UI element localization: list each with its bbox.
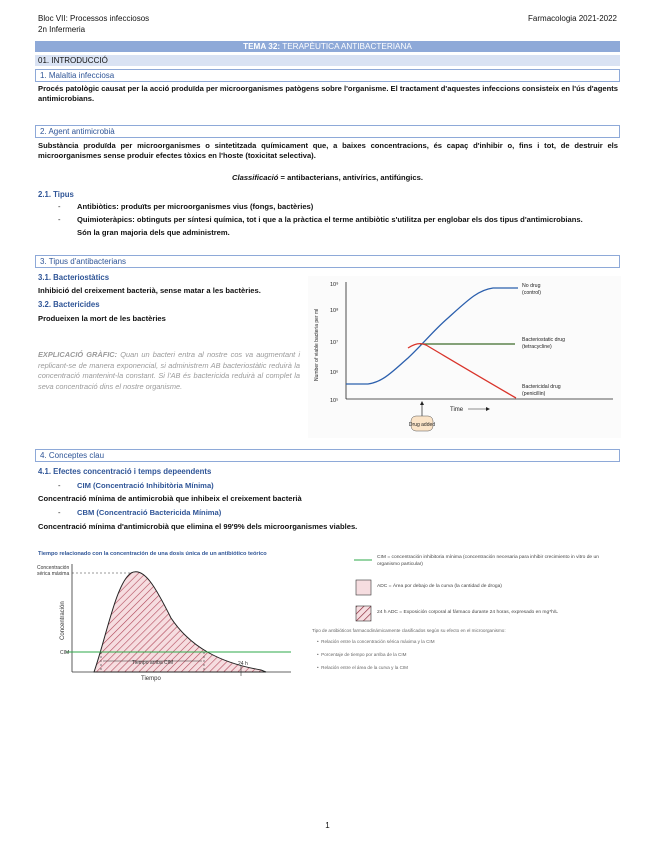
control-curve bbox=[346, 288, 518, 384]
page-number: 1 bbox=[325, 821, 330, 830]
note-2-text: Porcentaje de tiempo por arriba de la CIM bbox=[321, 652, 407, 657]
y-tick-5: 10⁵ bbox=[330, 398, 339, 404]
concentration-time-figure bbox=[36, 548, 320, 682]
peak-label-2: sérica máxima bbox=[37, 571, 70, 577]
classification-text: = antibacterians, antivírics, antifúngics. bbox=[278, 173, 423, 182]
subsection-3-2-heading: 3.2. Bactericides bbox=[38, 300, 100, 309]
header-course: 2n Infermeria bbox=[38, 25, 86, 34]
series-labels bbox=[522, 283, 565, 397]
cbm-dash: - bbox=[58, 508, 61, 517]
auc-x-label: Tiempo bbox=[141, 676, 161, 682]
y-ticks bbox=[330, 281, 338, 404]
note-1-text: Relación entre la concentración sérica máxima y la CIM bbox=[321, 639, 435, 644]
graph-explanation bbox=[38, 350, 300, 393]
cbm-definition: Concentració mínima d'antimicrobià que elimina el 99'9% dels microorganismes viables. bbox=[38, 522, 358, 531]
note-1: • Relación entre la concentración sérica máxima y la CIM bbox=[317, 639, 435, 644]
time-above-label: Tiempo arriba CIM bbox=[132, 660, 174, 666]
topic-title-bar bbox=[35, 41, 620, 52]
bullet-chemotherapeutics-note: Són la gran majoria dels que administrem. bbox=[77, 228, 230, 237]
graph-explanation-text: Quan un bacteri entra al nostre cos va augmentant i replicant-se de manera exponencial, si administrem AB bacteriostàtic reduirà la concentració mantenint-la constant. Si l'AB és bactericida reduirà al complet la seva concentració dins el nostre organisme. bbox=[38, 350, 300, 392]
section-1-heading: 1. Malaltia infecciosa bbox=[35, 69, 620, 82]
header-subject: Bloc VII: Processos infecciosos bbox=[38, 14, 150, 23]
bullet-antibiotics: Antibiòtics: produïts per microorganismes vius (fongs, bactèries) bbox=[77, 202, 314, 211]
y-tick-4: 10⁶ bbox=[330, 370, 339, 376]
classification-label: Classificació bbox=[232, 173, 279, 182]
subsection-4-1-heading: 4.1. Efectes concentració i temps depeendents bbox=[38, 467, 212, 476]
concentration-time-chart bbox=[36, 548, 320, 682]
section-3-heading: 3. Tipus d'antibacterians bbox=[35, 255, 620, 268]
series-label-bacteriostatic-sub: (tetracycline) bbox=[522, 344, 552, 350]
section-intro-heading: 01. INTRODUCCIÓ bbox=[35, 55, 620, 66]
cim-definition: Concentració mínima de antimicrobià que inhibeix el creixement bacterià bbox=[38, 494, 302, 503]
section-2-heading: 2. Agent antimicrobià bbox=[35, 125, 620, 138]
bullet-dash-1: - bbox=[58, 202, 61, 211]
legend-auc24-text: 24 h ADC = Exposición corporal al fármaco durante 24 horas, expresado en mg*h/L bbox=[377, 610, 558, 615]
notes-intro: Tipo de antibióticos farmacodinámicamente clasificados según su efecto en el microorganismo: bbox=[312, 628, 506, 633]
end-tick-label: 24 h bbox=[238, 661, 248, 667]
note-3: • Relación entre el área de la curva y la CIM bbox=[317, 665, 408, 670]
legend-cim-text: CIM = concentración inhibitoria mínima (concentración necesaria para inhibir crecimiento in vitro de un organismo particular) bbox=[377, 555, 599, 567]
topic-number: TEMA 32: bbox=[243, 42, 281, 51]
subsection-2-1-heading: 2.1. Tipus bbox=[38, 190, 74, 199]
bactericidal-curve bbox=[408, 344, 516, 398]
cim-heading: CIM (Concentració Inhibitòria Mínima) bbox=[77, 481, 214, 490]
bacteriostatic-text: Inhibició del creixement bacterià, sense matar a les bactèries. bbox=[38, 286, 261, 295]
series-label-control: No drug bbox=[522, 283, 541, 289]
x-axis-label: Time bbox=[450, 407, 464, 413]
cbm-heading: CBM (Concentració Bactericida Mínima) bbox=[77, 508, 222, 517]
legend-auc24-swatch bbox=[356, 606, 371, 621]
series-label-bacteriostatic: Bacteriostatic drug bbox=[522, 337, 565, 343]
legend-auc-text: ADC = Área por debajo de la curva (la cantidad de droga) bbox=[377, 584, 502, 589]
series-label-control-sub: (control) bbox=[522, 290, 542, 296]
bullet-dash-2: - bbox=[58, 215, 61, 224]
section-1-text: Procés patològic causat per la acció produïda per microorganismes patògens sobre l'organisme. El tractament d'aquestes infeccions consisteix en l'ús d'agents antimicrobians. bbox=[38, 84, 618, 104]
classification-line bbox=[0, 173, 655, 183]
note-2: • Porcentaje de tiempo por arriba de la CIM bbox=[317, 652, 407, 657]
series-label-bactericidal-sub: (penicillin) bbox=[522, 391, 546, 397]
note-3-text: Relación entre el área de la curva y la CIM bbox=[321, 665, 408, 670]
legend-auc-swatch bbox=[356, 580, 371, 595]
section-2-text: Substància produïda per microorganismes o sintetitzada químicament que, a baixes concentracions, és capaç d'inhibir o, fins i tot, de destruir els microorganismes sense produir efectes tòxics en l'hoste (toxicitat selectiva). bbox=[38, 141, 618, 161]
peak-label-1: Concentración bbox=[37, 565, 70, 571]
x-axis-arrow-head bbox=[486, 407, 490, 411]
cim-dash: - bbox=[58, 481, 61, 490]
series-label-bactericidal: Bactericidal drug bbox=[522, 384, 561, 390]
auc-curve bbox=[94, 572, 266, 672]
section-4-heading: 4. Conceptes clau bbox=[35, 449, 620, 462]
header-year: Farmacologia 2021-2022 bbox=[528, 14, 617, 23]
bactericidal-text: Produeixen la mort de les bactèries bbox=[38, 314, 166, 323]
drug-added-arrow-head bbox=[420, 401, 424, 405]
y-tick-2: 10⁸ bbox=[330, 308, 339, 314]
y-tick-3: 10⁷ bbox=[330, 340, 339, 346]
auc-legend bbox=[312, 554, 622, 674]
subsection-3-1-heading: 3.1. Bacteriostàtics bbox=[38, 273, 110, 282]
drug-added-label: Drug added bbox=[408, 422, 436, 428]
topic-name: TERAPÈUTICA ANTIBACTERIANA bbox=[280, 42, 412, 51]
graph-explanation-label: EXPLICACIÓ GRÀFIC: bbox=[38, 350, 118, 359]
auc-chart-title: Tiempo relacionado con la concentración de una dosis única de un antibiótico teórico bbox=[38, 551, 267, 557]
y-axis-label: Number of viable bacteria per ml bbox=[314, 308, 320, 381]
bullet-chemotherapeutics: Quimioteràpics: obtinguts per síntesi química, tot i que a la pràctica el terme antibiòtic s'utilitza per englobar els dos tipus d'antimicrobians. bbox=[77, 215, 583, 224]
bacteria-growth-chart bbox=[308, 276, 621, 438]
cim-axis-label: CIM bbox=[60, 650, 70, 656]
bacteria-growth-figure bbox=[308, 276, 621, 438]
y-tick-1: 10⁹ bbox=[330, 282, 339, 288]
auc-y-label: Concentración bbox=[60, 601, 66, 640]
